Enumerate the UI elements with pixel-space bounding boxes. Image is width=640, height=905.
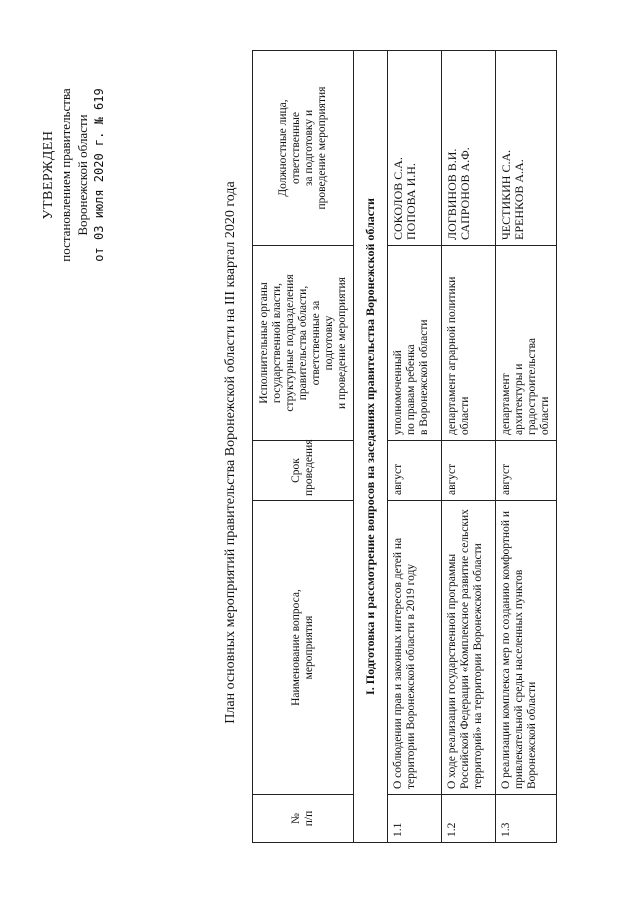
approval-date-line: от 03 июля 2020 г. № 619 [92, 88, 106, 262]
approval-line-1: постановлением правительства [58, 88, 73, 262]
row-executors: департамент архитектуры и градостроительства области [496, 246, 557, 441]
approved-heading: УТВЕРЖДЕН [41, 130, 56, 220]
approval-line-2: Воронежской области [75, 114, 90, 236]
header-term: Срок проведения [253, 441, 354, 501]
table-row [388, 51, 442, 843]
header-executors: Исполнительные органы государственной власти, структурные подразделения правительства области, ответственные за подготовку и проведение мероприятия [253, 246, 354, 441]
row-officials: ЛОГВИНОВ В.И. САПРОНОВ А.Ф. [442, 51, 496, 246]
plan-table [252, 50, 557, 843]
row-name: О реализации комплекса мер по созданию комфортной и привлекательной среды населенных пунктов Воронежской области [496, 501, 557, 795]
row-term: август [496, 441, 557, 501]
section-row [354, 51, 388, 843]
table-row [442, 51, 496, 843]
row-executors: уполномоченный по правам ребенка в Воронежской области [388, 246, 442, 441]
document-title: План основных мероприятий правительства Воронежской области на III квартал 2020 года [223, 181, 238, 724]
header-num: № п/п [253, 795, 354, 843]
row-officials: ЧЕСТИКИН С.А. ЕРЕНКОВ А.А. [496, 51, 557, 246]
row-officials: СОКОЛОВ С.А. ПОПОВА И.Н. [388, 51, 442, 246]
row-term: август [442, 441, 496, 501]
row-executors: департамент аграрной политики области [442, 246, 496, 441]
section-title: I. Подготовка и рассмотрение вопросов на заседаниях правительства Воронежской области [354, 51, 388, 843]
header-officials: Должностные лица, ответственные за подготовку и проведение мероприятия [253, 51, 354, 246]
approval-stamp [40, 40, 108, 310]
header-name: Наименование вопроса, мероприятия [253, 501, 354, 795]
row-term: август [388, 441, 442, 501]
table-header-row [253, 51, 354, 843]
table-row [496, 51, 557, 843]
row-num: 1.2 [442, 795, 496, 843]
row-name: О ходе реализации государственной программы Российской Федерации «Комплексное развитие сельских территорий» на территории Воронежской области [442, 501, 496, 795]
row-name: О соблюдении прав и законных интересов детей на территории Воронежской области в 2019 году [388, 501, 442, 795]
row-num: 1.3 [496, 795, 557, 843]
row-num: 1.1 [388, 795, 442, 843]
